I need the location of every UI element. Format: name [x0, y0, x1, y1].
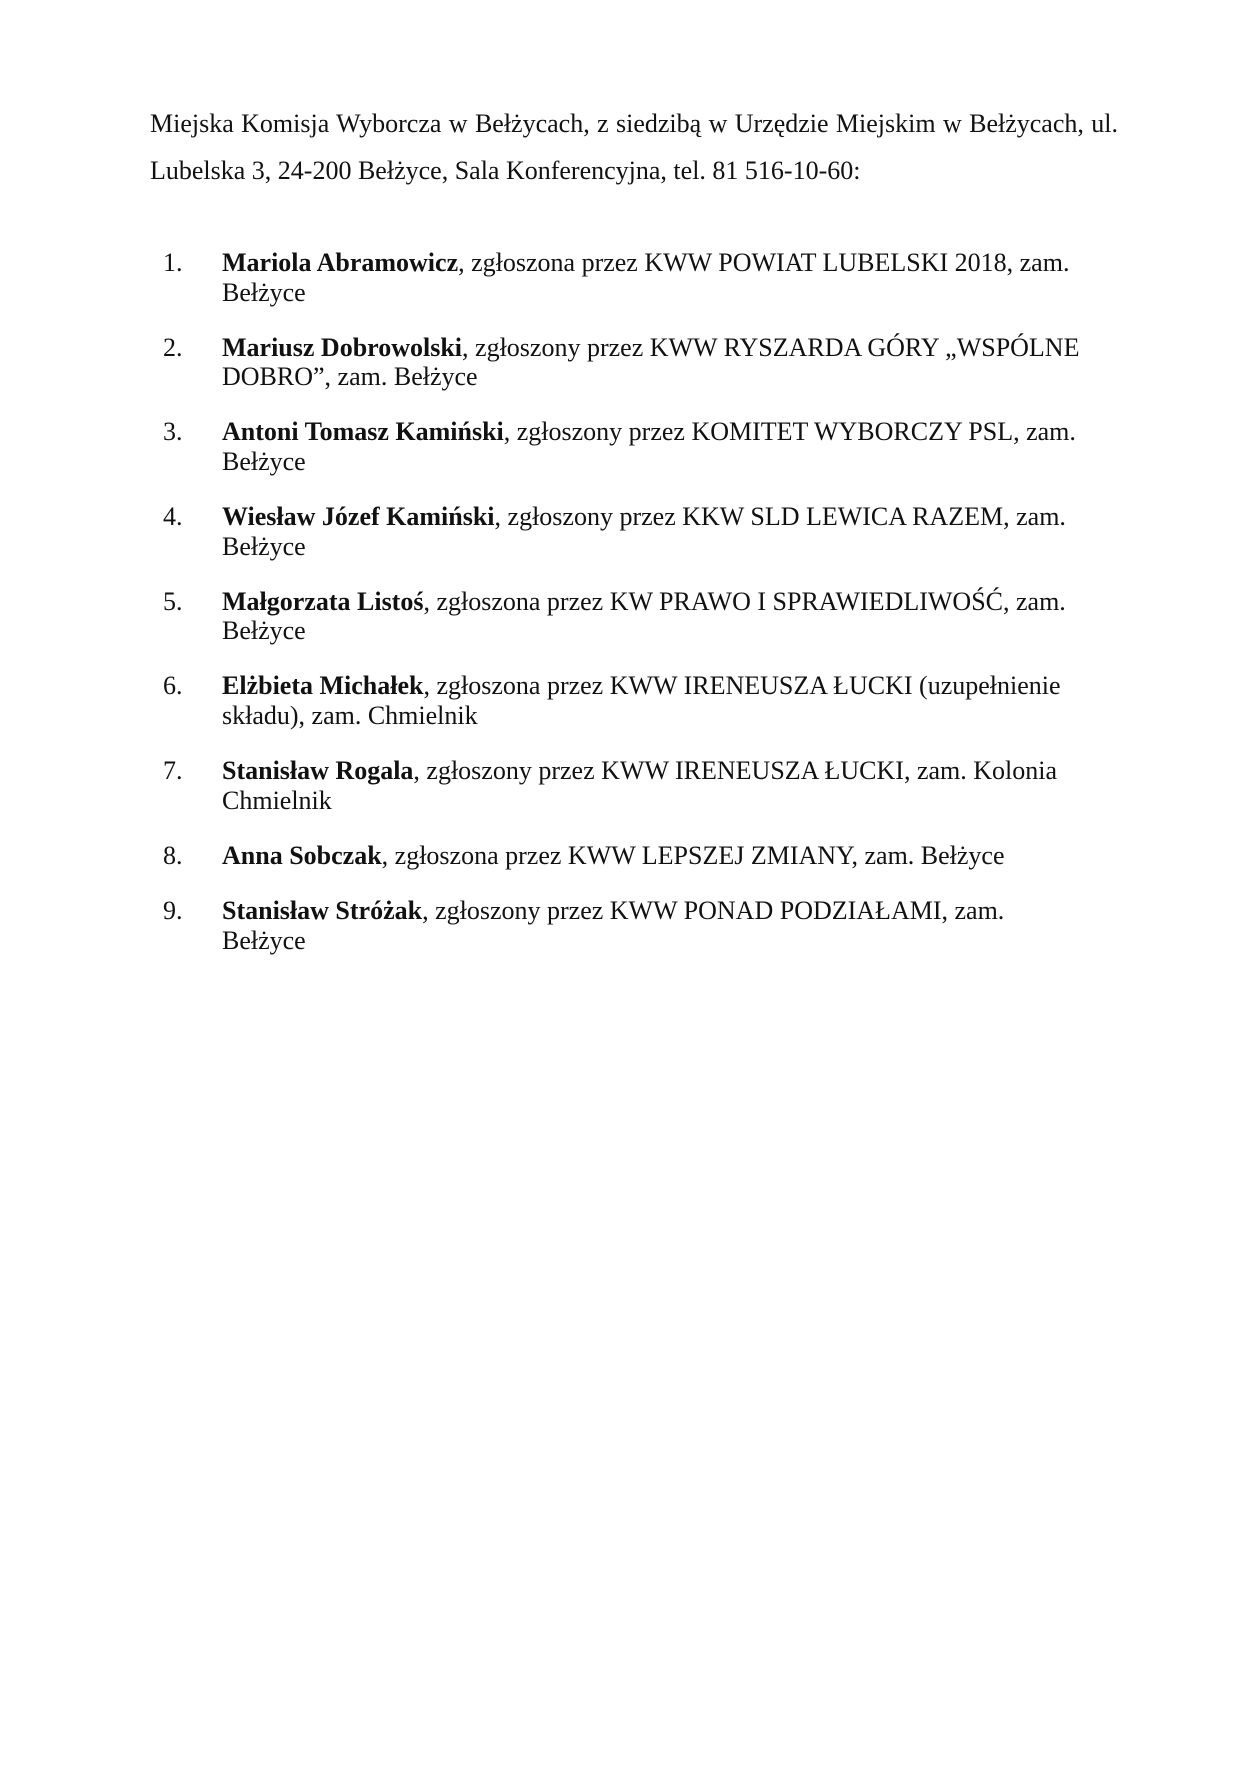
- member-name: Elżbieta Michałek: [222, 671, 424, 701]
- member-name: Stanisław Stróżak: [222, 896, 423, 925]
- member-name: Stanisław Rogala: [222, 756, 414, 786]
- member-details: , zgłoszony przez KWW PONAD PODZIAŁAMI, zam. Bełżyce: [222, 896, 1005, 955]
- item-number: 4.: [163, 502, 183, 532]
- list-item: [150, 671, 1090, 730]
- list-item: [150, 502, 1090, 561]
- item-number: 5.: [163, 586, 183, 616]
- member-name: Antoni Tomasz Kamiński: [222, 417, 504, 447]
- item-number: 2.: [163, 332, 183, 362]
- item-number: 9.: [163, 896, 183, 925]
- list-item: [150, 248, 1090, 307]
- item-number: 1.: [163, 248, 183, 277]
- member-details: , zgłoszony przez KOMITET WYBORCZY PSL, zam. Bełżyce: [222, 417, 1076, 476]
- members-list: [150, 248, 1090, 981]
- member-name: Anna Sobczak: [222, 840, 382, 870]
- member-details: , zgłoszony przez KWW IRENEUSZA ŁUCKI, zam. Kolonia Chmielnik: [222, 756, 1058, 815]
- item-number: 3.: [163, 417, 183, 447]
- list-item: [150, 333, 1090, 392]
- member-details: , zgłoszona przez KWW POWIAT LUBELSKI 2018, zam. Bełżyce: [222, 248, 1070, 307]
- list-item: [150, 896, 1090, 955]
- member-name: Mariusz Dobrowolski: [222, 332, 463, 362]
- item-number: 6.: [163, 671, 183, 701]
- list-item: [150, 756, 1090, 815]
- member-name: Wiesław Józef Kamiński: [222, 502, 495, 532]
- item-number: 7.: [163, 756, 183, 786]
- member-details: , zgłoszona przez KW PRAWO I SPRAWIEDLIWOŚĆ, zam. Bełżyce: [222, 586, 1066, 646]
- member-details: , zgłoszony przez KWW RYSZARDA GÓRY „WSPÓLNE DOBRO”, zam. Bełżyce: [222, 332, 1080, 392]
- list-item: [150, 587, 1090, 646]
- item-number: 8.: [163, 840, 183, 870]
- member-name: Mariola Abramowicz: [222, 248, 459, 277]
- member-name: Małgorzata Listoś: [222, 586, 424, 616]
- list-item: [150, 417, 1090, 476]
- member-details: , zgłoszona przez KWW LEPSZEJ ZMIANY, zam. Bełżyce: [381, 840, 1005, 870]
- intro-paragraph: Miejska Komisja Wyborcza w Bełżycach, z siedzibą w Urzędzie Miejskim w Bełżycach, ul. Lubelska 3, 24-200 Bełżyce, Sala Konferencyjna, tel. 81 516-10-60:: [150, 109, 1118, 185]
- member-details: , zgłoszony przez KKW SLD LEWICA RAZEM, zam. Bełżyce: [222, 502, 1066, 561]
- member-details: , zgłoszona przez KWW IRENEUSZA ŁUCKI (uzupełnienie składu), zam. Chmielnik: [222, 671, 1061, 730]
- list-item: [150, 841, 1090, 871]
